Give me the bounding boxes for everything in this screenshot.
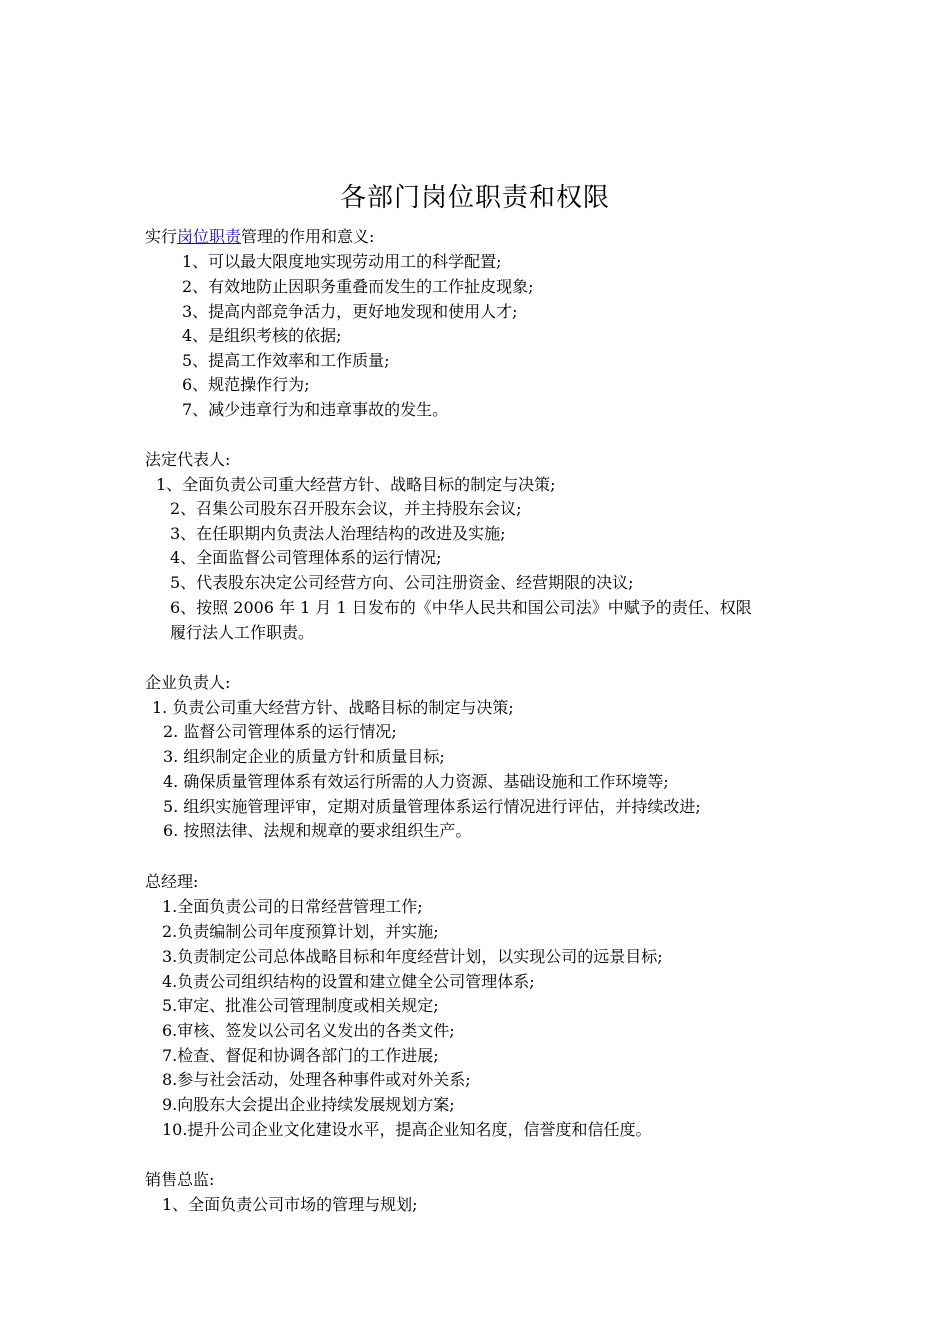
list-item: 6、按照 2006 年 1 月 1 日发布的《中华人民共和国公司法》中赋予的责任、权限	[170, 598, 752, 617]
list-item: 1、全面负责公司重大经营方针、战略目标的制定与决策;	[156, 475, 556, 494]
list-item: 7、减少违章行为和违章事故的发生。	[182, 400, 449, 419]
list-item: 10.提升公司企业文化建设水平，提高企业知名度，信誉度和信任度。	[162, 1120, 652, 1139]
list-item: 2. 监督公司管理体系的运行情况;	[163, 722, 397, 741]
section-heading-sales-director: 销售总监:	[145, 1170, 215, 1189]
list-item: 7.检查、督促和协调各部门的工作进展;	[162, 1046, 439, 1065]
list-item: 3. 组织制定企业的质量方针和质量目标;	[163, 747, 445, 766]
list-item: 2、有效地防止因职务重叠而发生的工作扯皮现象;	[182, 277, 534, 296]
list-item: 6.审核、签发以公司名义发出的各类文件;	[162, 1021, 455, 1040]
intro-heading-prefix: 实行	[145, 227, 178, 246]
section-heading-general-manager: 总经理:	[145, 872, 199, 891]
list-item: 6、规范操作行为;	[182, 375, 310, 394]
list-item: 4、全面监督公司管理体系的运行情况;	[170, 548, 442, 567]
list-item: 5、代表股东决定公司经营方向、公司注册资金、经营期限的决议;	[170, 573, 634, 592]
list-item: 3、提高内部竞争活力，更好地发现和使用人才;	[182, 302, 518, 321]
list-item: 4. 确保质量管理体系有效运行所需的人力资源、基础设施和工作环境等;	[163, 772, 669, 791]
job-duties-link[interactable]: 岗位职责	[177, 227, 242, 246]
list-item: 5、提高工作效率和工作质量;	[182, 351, 390, 370]
section-heading-enterprise-head: 企业负责人:	[145, 673, 231, 692]
list-item: 5.审定、批准公司管理制度或相关规定;	[162, 996, 439, 1015]
list-item: 1.全面负责公司的日常经营管理工作;	[162, 897, 423, 916]
list-item: 8.参与社会活动，处理各种事件或对外关系;	[162, 1070, 471, 1089]
list-item: 3、在任职期内负责法人治理结构的改进及实施;	[170, 524, 506, 543]
intro-heading-suffix: 管理的作用和意义:	[241, 227, 375, 246]
page-title: 各部门岗位职责和权限	[339, 183, 610, 213]
list-item: 1. 负责公司重大经营方针、战略目标的制定与决策;	[152, 698, 514, 717]
list-item: 1、全面负责公司市场的管理与规划;	[162, 1195, 418, 1214]
intro-heading	[145, 225, 374, 249]
list-item: 1、可以最大限度地实现劳动用工的科学配置;	[182, 252, 502, 271]
list-item: 6. 按照法律、法规和规章的要求组织生产。	[163, 821, 472, 840]
list-item: 9.向股东大会提出企业持续发展规划方案;	[162, 1095, 455, 1114]
list-item-continuation: 履行法人工作职责。	[170, 623, 315, 642]
list-item: 2、召集公司股东召开股东会议，并主持股东会议;	[170, 499, 522, 518]
list-item: 4、是组织考核的依据;	[182, 326, 342, 345]
section-heading-legal-rep: 法定代表人:	[145, 450, 231, 469]
list-item: 3.负责制定公司总体战略目标和年度经营计划，以实现公司的远景目标;	[162, 947, 663, 966]
list-item: 4.负责公司组织结构的设置和建立健全公司管理体系;	[162, 972, 535, 991]
list-item: 2.负责编制公司年度预算计划，并实施;	[162, 922, 439, 941]
list-item: 5. 组织实施管理评审，定期对质量管理体系运行情况进行评估，并持续改进;	[163, 797, 701, 816]
